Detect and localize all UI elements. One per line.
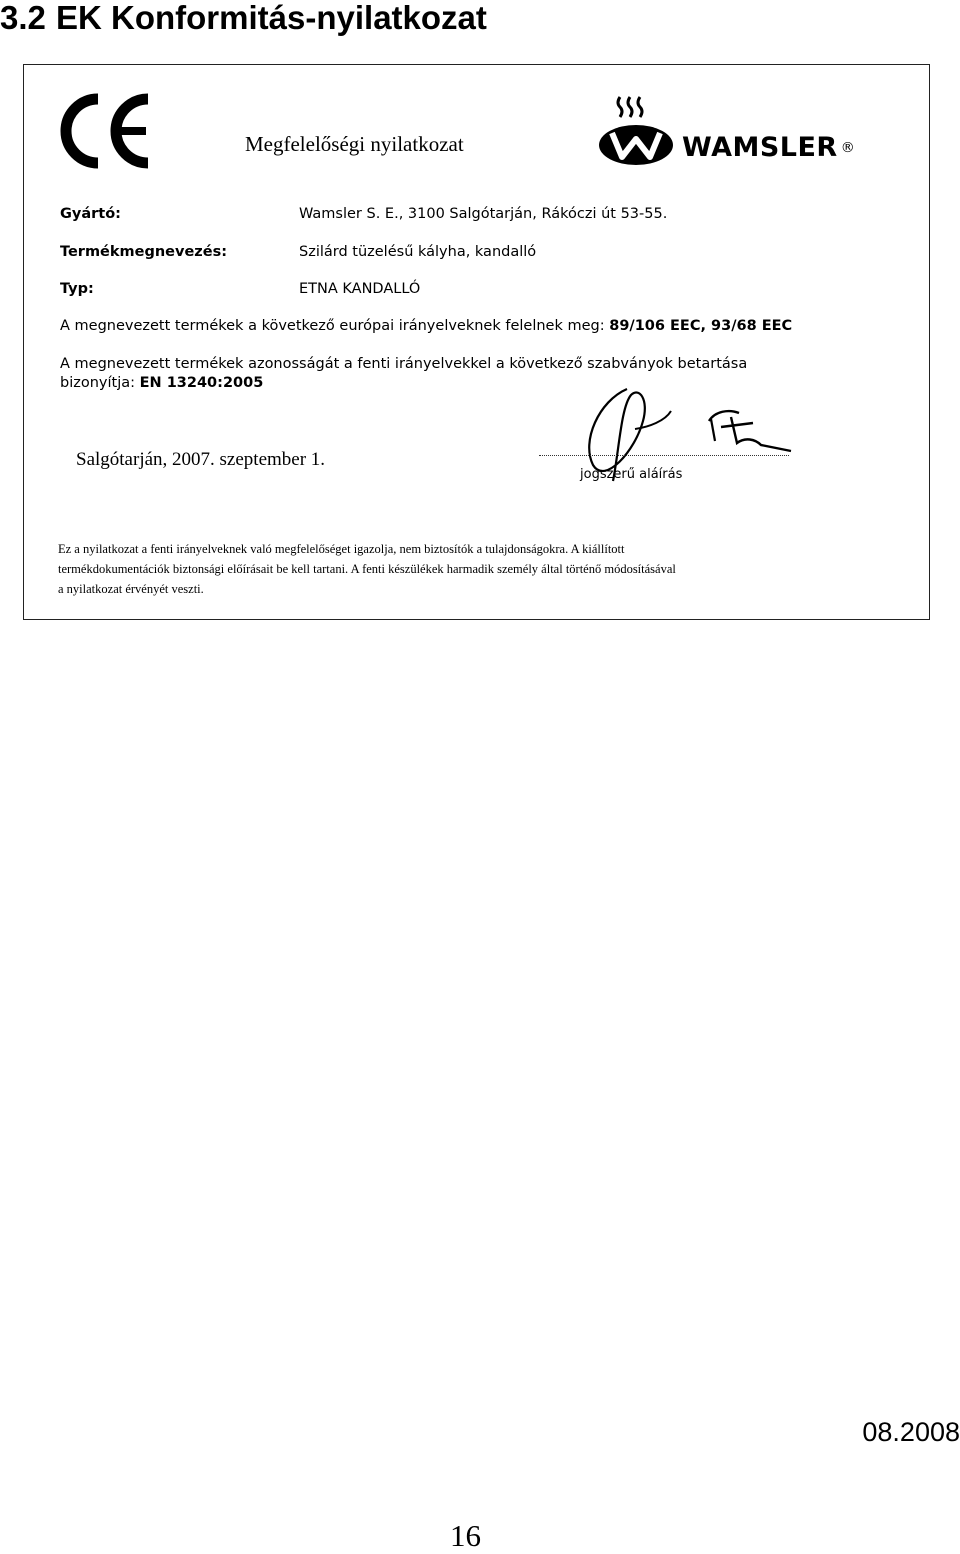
directives-text: A megnevezett termékek a következő európai irányelveknek felelnek meg: xyxy=(60,318,610,334)
wamsler-logo-icon xyxy=(594,91,684,171)
manufacturer-label: Gyártó: xyxy=(60,206,121,222)
disclaimer-line: a nyilatkozat érvényét veszti. xyxy=(58,582,204,596)
standard-code: EN 13240:2005 xyxy=(139,375,264,391)
disclaimer-line: Ez a nyilatkozat a fenti irányelveknek való megfelelőséget igazolja, nem biztosítók a tulajdonságokra. A kiállított xyxy=(58,542,625,556)
ce-mark-icon xyxy=(54,91,154,171)
disclaimer-line: termékdokumentációk biztonsági előírásait be kell tartani. A fenti készülékek harmadik személy által történő módosításával xyxy=(58,562,676,576)
section-number: 3.2 xyxy=(0,0,46,36)
manufacturer-value: Wamsler S. E., 3100 Salgótarján, Rákóczi út 53-55. xyxy=(299,206,668,222)
standards-statement-line1: A megnevezett termékek azonosságát a fenti irányelvekkel a következő szabványok betartása xyxy=(60,356,748,372)
standards-text: bizonyítja: xyxy=(60,375,140,391)
product-name-value: Szilárd tüzelésű kályha, kandalló xyxy=(299,244,537,260)
section-title: EK Konformitás-nyilatkozat xyxy=(56,0,487,36)
brand-name xyxy=(682,133,855,163)
signature-line xyxy=(539,455,789,456)
type-label: Typ: xyxy=(60,281,94,297)
registered-mark: ® xyxy=(840,140,856,156)
conformity-certificate xyxy=(23,64,930,620)
directives-statement xyxy=(60,317,792,336)
product-name-label: Termékmegnevezés: xyxy=(60,244,228,260)
page-number: 16 xyxy=(450,1518,481,1553)
disclaimer xyxy=(58,539,898,599)
standards-statement-line2 xyxy=(60,374,263,393)
certificate-title: Megfelelőségi nyilatkozat xyxy=(245,132,464,156)
directives-codes: 89/106 EEC, 93/68 EEC xyxy=(609,318,793,334)
section-heading xyxy=(0,0,487,40)
type-value: ETNA KANDALLÓ xyxy=(299,281,421,297)
wamsler-logo xyxy=(594,91,884,171)
footer-date: 08.2008 xyxy=(862,1417,960,1447)
brand-word: WAMSLER xyxy=(682,132,838,163)
place-and-date: Salgótarján, 2007. szeptember 1. xyxy=(76,449,326,470)
signature-caption: jogszerű aláírás xyxy=(580,467,683,482)
